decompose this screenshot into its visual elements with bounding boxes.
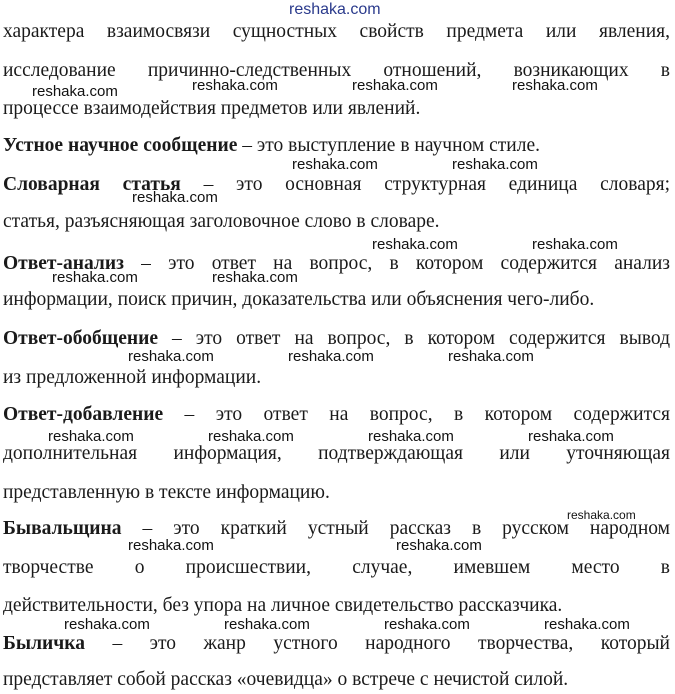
watermark: reshaka.com [288, 348, 374, 365]
watermark: reshaka.com [352, 77, 438, 94]
watermark: reshaka.com [396, 537, 482, 554]
watermark: reshaka.com [32, 83, 118, 100]
text-line: статья, разъясняющая заголовочное слово в словаре. [3, 211, 440, 232]
text-line: представленную в тексте информацию. [3, 482, 330, 503]
watermark: reshaka.com [368, 428, 454, 445]
watermark: reshaka.com [528, 428, 614, 445]
text-line: дополнительная информация, подтверждающая или уточняющая [3, 443, 670, 464]
watermark: reshaka.com [532, 236, 618, 253]
watermark: reshaka.com [128, 348, 214, 365]
text-line: процессе взаимодействия предметов или явлений. [3, 98, 421, 119]
watermark: reshaka.com [384, 616, 470, 633]
definition-line: Ответ-обобщение – это ответ на вопрос, в котором содержится вывод [3, 328, 670, 349]
text-line: творчестве о происшествии, случае, имевшем место в [3, 557, 670, 578]
watermark: reshaka.com [48, 428, 134, 445]
definition-line: Устное научное сообщение – это выступление в научном стиле. [3, 135, 540, 156]
watermark: reshaka.com [452, 156, 538, 173]
term-heading: Ответ-обобщение [3, 328, 158, 349]
text-line: характера взаимосвязи сущностных свойств предмета или явления, [3, 21, 670, 42]
watermark: reshaka.com [212, 269, 298, 286]
term-heading: Быличка [3, 633, 85, 654]
definition-line: Словарная статья – это основная структурная единица словаря; [3, 174, 670, 195]
definition-line: Быличка – это жанр устного народного творчества, который [3, 633, 670, 654]
watermark: reshaka.com [567, 508, 636, 522]
watermark: reshaka.com [224, 616, 310, 633]
watermark: reshaka.com [544, 616, 630, 633]
watermark: reshaka.com [289, 1, 381, 18]
text-line: действительности, без упора на личное свидетельство рассказчика. [3, 595, 563, 616]
term-heading: Ответ-добавление [3, 404, 164, 425]
text-line: информации, поиск причин, доказательства или объяснения чего-либо. [3, 289, 595, 310]
term-heading: Словарная статья [3, 174, 181, 195]
watermark: reshaka.com [512, 77, 598, 94]
watermark: reshaka.com [448, 348, 534, 365]
definition-line: Ответ-анализ – это ответ на вопрос, в котором содержится анализ [3, 253, 670, 274]
watermark: reshaka.com [372, 236, 458, 253]
watermark: reshaka.com [128, 537, 214, 554]
text-line: представляет собой рассказ «очевидца» о встрече с нечистой силой. [3, 669, 569, 690]
watermark: reshaka.com [132, 189, 218, 206]
term-heading: Устное научное сообщение [3, 135, 238, 156]
definition-line: Ответ-добавление – это ответ на вопрос, в котором содержится [3, 404, 670, 425]
term-heading: Бывальщина [3, 518, 122, 539]
term-heading: Ответ-анализ [3, 253, 124, 274]
watermark: reshaka.com [192, 77, 278, 94]
definition-line: Бывальщина – это краткий устный рассказ в русском народном [3, 518, 670, 539]
watermark: reshaka.com [292, 156, 378, 173]
watermark: reshaka.com [208, 428, 294, 445]
text-line: исследование причинно-следственных отношений, возникающих в [3, 60, 670, 81]
watermark: reshaka.com [64, 616, 150, 633]
text-line: из предложенной информации. [3, 367, 262, 388]
watermark: reshaka.com [52, 269, 138, 286]
